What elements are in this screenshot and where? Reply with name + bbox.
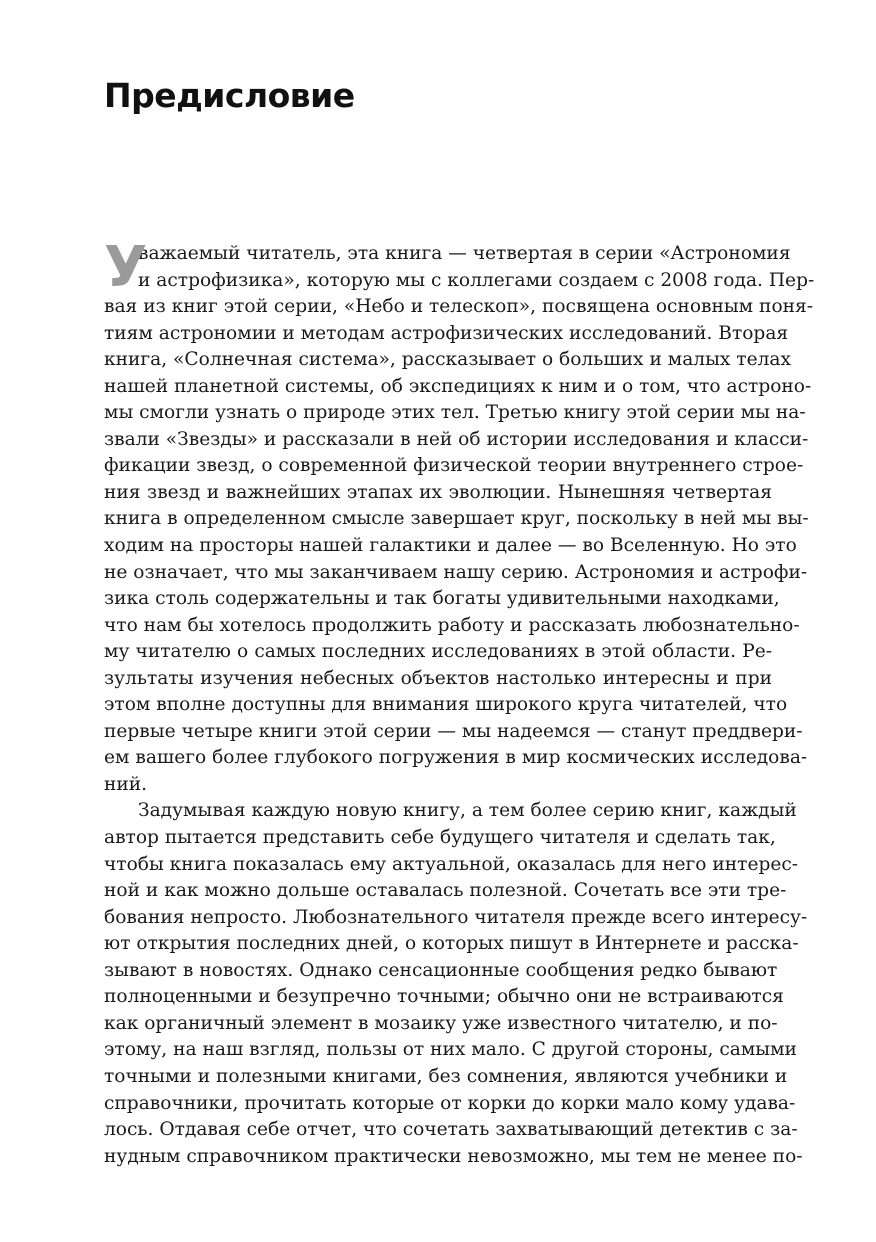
paragraphs [104, 235, 815, 1170]
text-line: ют открытия последних дней, о которых пишут в Интернете и расска- [104, 933, 799, 955]
text-line: ходим на просторы нашей галактики и далее — во Вселенную. Но это [104, 535, 797, 557]
text-line: что нам бы хотелось продолжить работу и рассказать любознательно- [104, 614, 800, 636]
text-line: му читателю о самых последних исследованиях в этой области. Ре- [104, 641, 772, 663]
drop-cap: У [104, 235, 148, 300]
text-line: вая из книг этой серии, «Небо и телескоп», посвящена основным поня- [104, 296, 814, 318]
text-line: нашей планетной системы, об экспедициях к ним и о том, что астроно- [104, 375, 812, 397]
text-line: не означает, что мы заканчиваем нашу серию. Астрономия и астрофи- [104, 561, 808, 583]
body-text [104, 235, 815, 1170]
text-line: точными и полезными книгами, без сомнения, являются учебники и [104, 1065, 788, 1087]
text-line: этому, на наш взгляд, пользы от них мало. С другой стороны, самыми [104, 1039, 797, 1061]
text-line: книга в определенном смысле завершает круг, поскольку в ней мы вы- [104, 508, 809, 530]
text-line: ний. [104, 773, 148, 795]
paragraph [104, 798, 808, 1170]
text-line: лось. Отдавая себе отчет, что сочетать захватывающий детектив с за- [104, 1119, 798, 1141]
text-line: ной и как можно дольше оставалась полезной. Сочетать все эти тре- [104, 880, 787, 902]
text-line: Задумывая каждую новую книгу, а тем более серию книг, каждый [138, 800, 797, 822]
text-line: и астрофизика», которую мы с коллегами создаем с 2008 года. Пер- [138, 269, 815, 291]
text-line: первые четыре книги этой серии — мы надеемся — станут преддвери- [104, 720, 803, 742]
text-line: фикации звезд, о современной физической теории внутреннего строе- [104, 455, 804, 477]
text-line: ем вашего более глубокого погружения в мир космических исследова- [104, 747, 808, 769]
text-line: справочники, прочитать которые от корки до корки мало кому удава- [104, 1092, 796, 1114]
text-line: автор пытается представить себе будущего читателя и сделать так, [104, 827, 776, 849]
text-line: зывают в новостях. Однако сенсационные сообщения редко бывают [104, 959, 778, 981]
text-line: ния звезд и важнейших этапах их эволюции. Нынешняя четвертая [104, 481, 772, 503]
text-line: мы смогли узнать о природе этих тел. Третью книгу этой серии мы на- [104, 402, 806, 424]
text-line: бования непросто. Любознательного читателя прежде всего интересу- [104, 906, 808, 928]
chapter-title: Предисловие [104, 76, 355, 115]
text-line: книга, «Солнечная система», рассказывает о больших и малых телах [104, 349, 791, 371]
text-line: тиям астрономии и методам астрофизических исследований. Вторая [104, 322, 789, 344]
text-line: полноценными и безупречно точными; обычно они не встраиваются [104, 986, 784, 1008]
text-line: чтобы книга показалась ему актуальной, оказалась для него интерес- [104, 853, 799, 875]
text-line: этом вполне доступны для внимания широкого круга читателей, что [104, 694, 788, 716]
text-line: нудным справочником практически невозможно, мы тем не менее по- [104, 1145, 803, 1167]
text-line: как органичный элемент в мозаику уже известного читателю, и по- [104, 1012, 778, 1034]
text-line: важаемый читатель, эта книга — четвертая в серии «Астрономия [138, 243, 791, 264]
text-line: зультаты изучения небесных объектов настолько интересны и при [104, 667, 772, 689]
text-line: зика столь содержательны и так богаты удивительными находками, [104, 588, 780, 610]
text-line: звали «Звезды» и рассказали в ней об истории исследования и класси- [104, 428, 809, 450]
paragraph [104, 235, 815, 798]
